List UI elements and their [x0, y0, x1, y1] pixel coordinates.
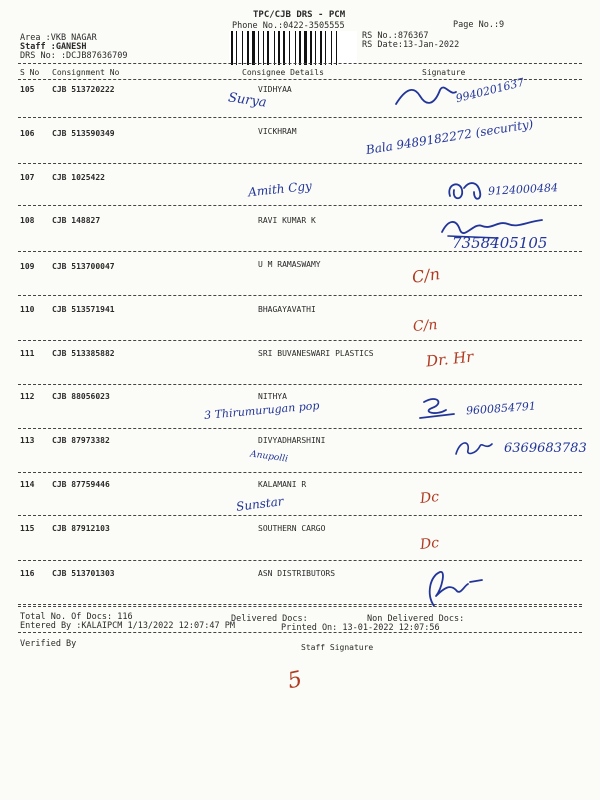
row-consignee: VIDHYAA — [258, 85, 292, 94]
row-consignment: CJB 513720222 — [52, 85, 115, 94]
row-consignment: CJB 513590349 — [52, 129, 115, 138]
row-divider — [18, 205, 582, 206]
barcode-bar — [267, 31, 269, 65]
handwritten-number: 9940201637 — [454, 75, 526, 106]
row-sno: 113 — [20, 436, 35, 445]
handwritten-mark: C/n — [412, 316, 439, 336]
barcode-bar — [247, 31, 249, 65]
non-delivered-docs: Non Delivered Docs: — [367, 614, 465, 624]
row-sno: 112 — [20, 392, 35, 401]
barcode-bar — [336, 31, 337, 65]
barcode-bar — [231, 31, 233, 65]
row-consignment: CJB 87912103 — [52, 524, 110, 533]
staff-signature-label: Staff Signature — [301, 643, 374, 652]
handwritten-name: Amith Cgy — [247, 178, 313, 200]
entered-by: Entered By :KALAIPCM 1/13/2022 12:07:47 PM — [20, 621, 235, 631]
phone-number: Phone No.:0422-3505555 — [232, 21, 345, 31]
rs-date: RS Date:13-Jan-2022 — [362, 40, 460, 50]
handwritten-number: 6369683783 — [504, 441, 587, 456]
barcode-bar — [278, 31, 280, 65]
staff-label: Staff :GANESH — [20, 42, 87, 52]
barcode-bar — [283, 31, 285, 65]
handwritten-number: 9600854791 — [465, 399, 537, 418]
row-consignment: CJB 87759446 — [52, 480, 110, 489]
row-sno: 115 — [20, 524, 35, 533]
row-consignment: CJB 148827 — [52, 216, 101, 225]
printed-on: Printed On: 13-01-2022 12:07:56 — [281, 623, 440, 633]
row-consignment: CJB 513700047 — [52, 262, 115, 271]
row-sno: 106 — [20, 129, 35, 138]
row-divider — [18, 428, 582, 429]
rs-number: RS No.:876367 — [362, 31, 429, 41]
row-sno: 114 — [20, 480, 35, 489]
barcode — [229, 31, 357, 65]
row-consignment: CJB 88056023 — [52, 392, 110, 401]
barcode-bar — [304, 31, 307, 65]
row-consignment: CJB 513701303 — [52, 569, 115, 578]
row-sno: 111 — [20, 349, 35, 358]
barcode-bar — [320, 31, 322, 65]
handwritten-name: Anupolli — [249, 449, 289, 465]
handwritten-name: 3 Thirumurugan pop — [203, 398, 320, 423]
barcode-bar — [315, 31, 316, 65]
row-consignee: SRI BUVANESWARI PLASTICS — [258, 349, 374, 358]
row-consignee: RAVI KUMAR K — [258, 216, 316, 225]
row-divider — [18, 295, 582, 296]
handwritten-mark: Dc — [419, 535, 440, 553]
barcode-bar — [258, 31, 259, 65]
barcode-bar — [299, 31, 301, 65]
handwritten-mark: C/n — [410, 264, 442, 287]
row-sno: 110 — [20, 305, 35, 314]
row-consignment: CJB 513571941 — [52, 305, 115, 314]
barcode-bar — [252, 31, 255, 65]
row-consignment: CJB 87973382 — [52, 436, 110, 445]
handwritten-name: Surya — [227, 90, 268, 111]
row-divider — [18, 472, 582, 473]
delivered-docs: Delivered Docs: — [231, 614, 308, 624]
row-consignee: ASN DISTRIBUTORS — [258, 569, 336, 578]
row-consignee: U M RAMASWAMY — [258, 260, 321, 269]
document-title: TPC/CJB DRS - PCM — [253, 10, 346, 20]
handwritten-number: 7358405105 — [452, 234, 548, 252]
page-number: Page No.:9 — [453, 20, 505, 30]
divider — [18, 63, 582, 64]
handwritten-number: 9124000484 — [487, 181, 559, 198]
row-sno: 105 — [20, 85, 35, 94]
row-consignee: SOUTHERN CARGO — [258, 524, 326, 533]
handwritten-mark: Dc — [419, 489, 440, 507]
area-label: Area :VKB NAGAR — [20, 33, 97, 43]
barcode-bar — [242, 31, 243, 65]
total-docs: Total No. Of Docs: 116 — [20, 612, 133, 622]
divider — [18, 632, 582, 633]
row-sno: 109 — [20, 262, 35, 271]
row-divider — [18, 163, 582, 164]
row-consignee: NITHYA — [258, 392, 287, 401]
barcode-bar — [331, 31, 332, 65]
row-sno: 116 — [20, 569, 35, 578]
column-header-signature: Signature — [422, 68, 466, 77]
barcode-bar — [263, 31, 264, 65]
signature-mark — [416, 394, 462, 424]
drs-number: DRS No: :DCJB87636709 — [20, 51, 128, 61]
row-consignment: CJB 1025422 — [52, 173, 105, 182]
row-sno: 107 — [20, 173, 35, 182]
handwritten-mark: Dr. Hr — [425, 347, 475, 371]
row-consignee: BHAGAYAVATHI — [258, 305, 316, 314]
column-header-consignment: Consignment No — [52, 68, 120, 77]
row-consignment: CJB 513385882 — [52, 349, 115, 358]
row-consignee: KALAMANI R — [258, 480, 307, 489]
row-sno: 108 — [20, 216, 35, 225]
divider — [18, 606, 582, 607]
barcode-bar — [274, 31, 275, 65]
row-consignee: DIVYADHARSHINI — [258, 436, 326, 445]
row-divider — [18, 384, 582, 385]
signature-mark — [452, 436, 496, 460]
handwritten-name: Sunstar — [235, 494, 285, 514]
barcode-bar — [236, 31, 237, 65]
row-consignee: VICKHRAM — [258, 127, 297, 136]
column-header-consignee: Consignee Details — [242, 68, 324, 77]
handwritten-mark: 5 — [285, 666, 305, 695]
signature-mark — [444, 176, 488, 206]
row-divider — [18, 340, 582, 341]
barcode-bar — [289, 31, 290, 65]
row-divider — [18, 515, 582, 516]
barcode-bar — [295, 31, 296, 65]
barcode-bar — [325, 31, 326, 65]
column-header-sno: S No — [20, 68, 40, 77]
verified-by: Verified By — [20, 639, 77, 649]
row-divider — [18, 117, 582, 118]
barcode-bar — [310, 31, 312, 65]
handwritten-signature: Bala 9489182272 (security) — [364, 116, 535, 158]
row-divider — [18, 560, 582, 561]
